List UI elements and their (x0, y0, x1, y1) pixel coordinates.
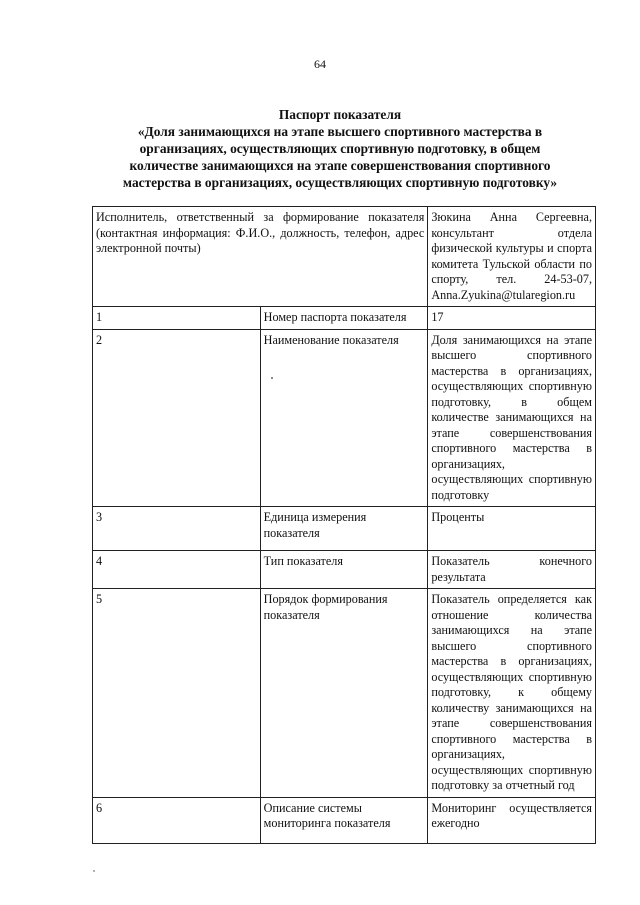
heading-line: мастерства в организациях, осуществляющих спортивную подготовку» (122, 175, 558, 190)
row-value: Проценты (428, 507, 596, 551)
row-number: 4 (93, 551, 261, 589)
row-value: Показатель определяется как отношение количества занимающихся на этапе высшего спортивного мастерства в организациях, осуществляющих спортивную подготовку, к общему количеству занимающихся на этапе совершенствования спортивного мастерства в организациях, осуществляющих спортивную подготовку за отчетный год (428, 589, 596, 798)
heading-title: Паспорт показателя (278, 107, 402, 122)
scan-speck (93, 870, 95, 872)
row-label: Номер паспорта показателя (260, 307, 428, 330)
executor-label-cell: Исполнитель, ответственный за формирование показателя (контактная информация: Ф.И.О., должность, телефон, адрес электронной почты) (93, 207, 428, 307)
passport-table (92, 206, 596, 844)
row-label: Наименование показателя (260, 329, 428, 507)
row-label: Порядок формирования показателя (260, 589, 428, 798)
table-row (93, 307, 596, 330)
row-value: Доля занимающихся на этапе высшего спортивного мастерства в организациях, осуществляющих спортивную подготовку, в общем количестве занимающихся на этапе совершенствования спортивного мастерства в организациях, осуществляющих спортивную подготовку (428, 329, 596, 507)
heading-line: «Доля занимающихся на этапе высшего спортивного мастерства в (137, 124, 543, 139)
row-value: Мониторинг осуществляется ежегодно (428, 797, 596, 843)
row-number: 3 (93, 507, 261, 551)
table-row (93, 589, 596, 798)
heading-line: организациях, осуществляющих спортивную подготовку, в общем (139, 141, 541, 156)
row-label: Описание системы мониторинга показателя (260, 797, 428, 843)
page-number: 64 (314, 57, 326, 71)
table-row-executor (93, 207, 596, 307)
row-number: 6 (93, 797, 261, 843)
row-label: Единица измерения показателя (260, 507, 428, 551)
row-value: 17 (428, 307, 596, 330)
heading-line: количестве занимающихся на этапе совершенствования спортивного (129, 158, 551, 173)
table-row (93, 329, 596, 507)
table-row (93, 797, 596, 843)
scan-speck (271, 377, 273, 379)
table-row (93, 507, 596, 551)
row-label: Тип показателя (260, 551, 428, 589)
row-number: 5 (93, 589, 261, 798)
row-number: 2 (93, 329, 261, 507)
document-heading (80, 106, 600, 191)
row-number: 1 (93, 307, 261, 330)
executor-value-cell: Зюкина Анна Сергеевна, консультант отдела физической культуры и спорта комитета Тульской области по спорту, тел. 24-53-07, Anna.Zyukina@tularegion.ru (428, 207, 596, 307)
row-value: Показатель конечного результата (428, 551, 596, 589)
table-row (93, 551, 596, 589)
